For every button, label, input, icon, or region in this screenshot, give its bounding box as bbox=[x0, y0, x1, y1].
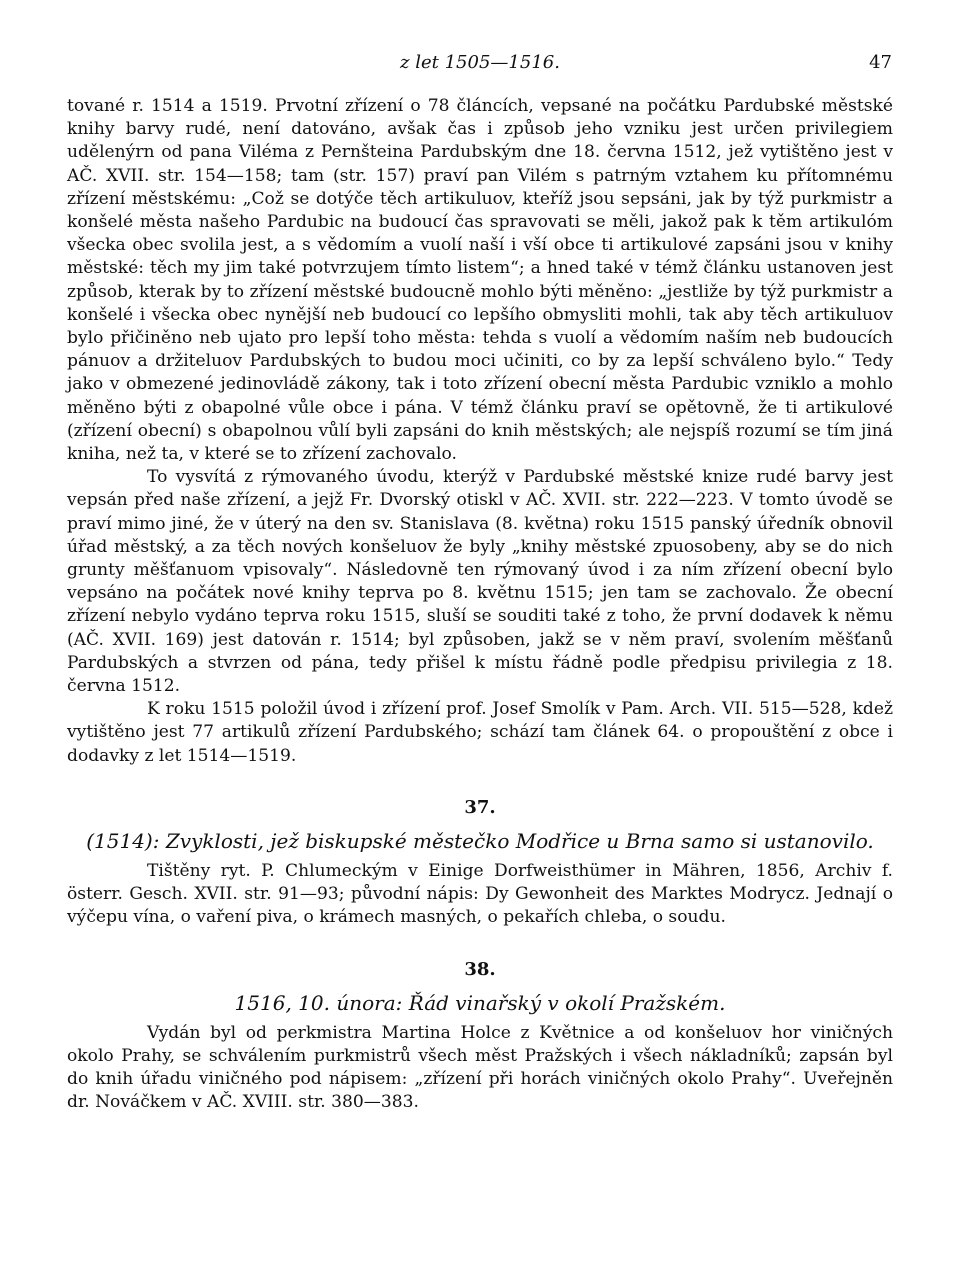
paragraph-smolik-edition: K roku 1515 položil úvod i zřízení prof. Josef Smolík v Pam. Arch. VII. 515—528, kdež vytištěno jest 77 artikulů zřízení Pardubského; schází tam článek 64. o propouštění z obce i dodavky z let 1514—1519. bbox=[67, 699, 893, 766]
document-37-text: Tištěny ryt. P. Chlumeckým v Einige Dorfweisthümer in Mähren, 1856, Archiv f. österr. Gesch. XVII. str. 91—93; původní nápis: Dy Gewonheit des Marktes Modrycz. Jednají o výčepu vína, o vaření piva, o krámech masných, o pekařích chleba, o soudu. bbox=[67, 860, 893, 928]
running-title: z let 1505—1516. bbox=[400, 52, 560, 73]
document-37-heading: (1514): Zvyklosti, jež biskupské městečko Modřice u Brna samo si ustanovilo. bbox=[86, 828, 874, 853]
document-38-heading: 1516, 10. února: Řád vinařský v okolí Pražském. bbox=[234, 990, 726, 1015]
document-37-number: 37. bbox=[464, 796, 496, 818]
page-number: 47 bbox=[869, 52, 892, 73]
document-38-text: Vydán byl od perkmistra Martina Holce z Květnice a od konšeluov hor viničných okolo Prahy, se schválením purkmistrů všech měst Pražských i všech nákladníků; zapsán byl do knih úřadu viničného pod nápisem: „zřízení při horách viničných okolo Prahy“. Uveřejněn dr. Nováčkem v AČ. XVIII. str. 380—383. bbox=[67, 1022, 893, 1113]
page-body bbox=[67, 95, 893, 1114]
paragraph-continued: tované r. 1514 a 1519. Prvotní zřízení o 78 článcích, vepsané na počátku Pardubské městské knihy barvy rudé, není datováno, avšak čas i způsob jeho vzniku jest určen privilegiem udělenýrn od pana Viléma z Pernšteina Pardubským dne 18. června 1512, jež vytištěno jest v AČ. XVII. str. 154—158; tam (str. 157) praví pan Vilém s patrným vztahem ku přítomnému zřízení městskému: „Což se dotýče těch artikuluov, kteříž jsou sepsáni, jak by týž purkmistr a konšelé města našeho Pardubic na budoucí čas spravovati se měli, jakož pak k těm artikulóm všecka obec svolila jest, a s vědomím a vuolí naší i vší obce ti artikulové zapsáni jsou v knihy městské: těch my jim také potvrzujem tímto listem“; a hned také v témž článku ustanoven jest způsob, kterak by to zřízení městské budoucně mohlo býti měněno: „jestliže by týž purkmistr a konšelé i všecka obec nynější neb budoucí co lepšího obmysliti mohli, tak aby těch artikuluov bylo přičiněno neb ujato pro lepší toho města: tehda s vuolí a vědomím naším neb budoucích pánuov a držiteluov Pardubských to budou moci učiniti, co by za lepší schváleno bylo.“ Tedy jako v obmezené jedinovládě zákony, tak i toto zřízení obecní města Pardubic vzniklo a mohlo měněno býti z obapolné vůle obce i pána. V témž článku praví se opětovně, že ti artikulové (zřízení obecní) s obapolnou vůlí byli zapsáni do knih městských; ale nejspíš rozumí se tím jiná kniha, než ta, v které se to zřízení zachovalo. bbox=[67, 96, 893, 465]
document-38-number: 38. bbox=[464, 958, 496, 980]
paragraph-rhymed-introduction: To vysvítá z rýmovaného úvodu, kterýž v Pardubské městské knize rudé barvy jest vepsán před naše zřízení, a jejž Fr. Dvorský otiskl v AČ. XVII. str. 222—223. V tomto úvodě se praví mimo jiné, že v úterý na den sv. Stanislava (8. května) roku 1515 panský úředník obnovil úřad městský, a za těch nových konšeluov že byly „knihy městské zpuosobeny, aby se do nich grunty měšťanuom vpisovaly“. Následovně ten rýmovaný úvod i za ním zřízení obecní bylo vepsáno na počátek nové knihy teprva po 8. květnu 1515; jen tam se zachovalo. Že obecní zřízení nebylo vydáno teprva roku 1515, sluší se souditi také z toho, že první dodavek k němu (AČ. XVII. 169) jest datován r. 1514; byl způsoben, jakž se v něm praví, svolením měšťanů Pardubských a stvrzen od pána, tedy přišel k místu řádně podle předpisu privilegia z 18. června 1512. bbox=[67, 467, 893, 697]
